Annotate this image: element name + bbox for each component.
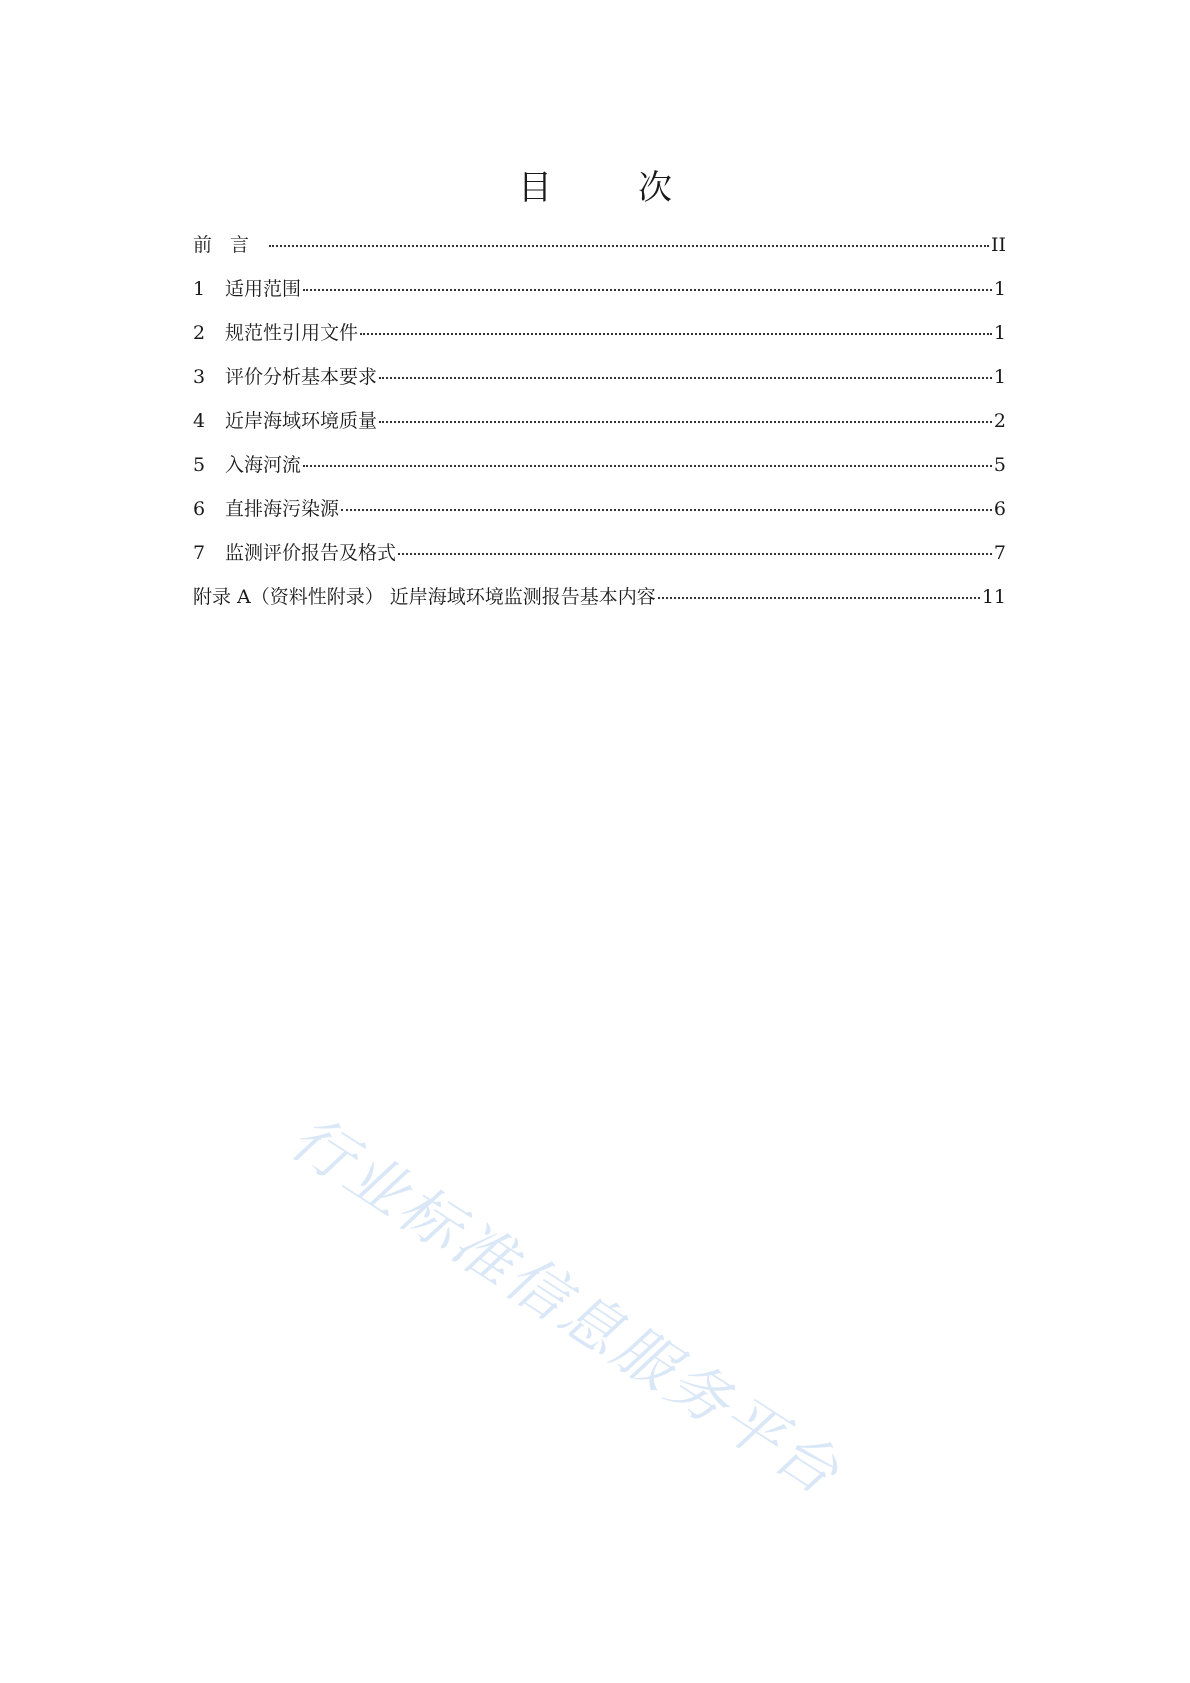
toc-entry-number: 5 xyxy=(193,454,206,476)
toc-entry-label: 近岸海域环境质量 xyxy=(225,410,378,432)
toc-entry-scope[interactable] xyxy=(193,276,1006,320)
toc-entry-label: 前言 xyxy=(193,234,268,256)
watermark: 行业标准信息服务平台 xyxy=(278,1102,854,1511)
toc-entry-appendix-a[interactable] xyxy=(193,584,1006,628)
toc-entry-label: 附录 A（资料性附录） 近岸海域环境监测报告基本内容 xyxy=(193,586,656,608)
page-title: 目 次 xyxy=(518,168,698,208)
toc-entry-label: 入海河流 xyxy=(225,454,302,476)
toc-entry-normative-references[interactable] xyxy=(193,320,1006,364)
toc-leader-dots xyxy=(303,288,992,291)
toc-entry-page: 7 xyxy=(993,542,1006,564)
toc-leader-dots xyxy=(398,552,992,555)
table-of-contents xyxy=(193,232,1006,628)
toc-leader-dots xyxy=(341,508,992,511)
toc-entry-report-format[interactable] xyxy=(193,540,1006,584)
toc-entry-label: 评价分析基本要求 xyxy=(225,366,378,388)
toc-entry-label: 直排海污染源 xyxy=(225,498,340,520)
toc-entry-label: 监测评价报告及格式 xyxy=(225,542,397,564)
toc-entry-number: 1 xyxy=(193,278,206,300)
toc-entry-basic-requirements[interactable] xyxy=(193,364,1006,408)
toc-leader-dots xyxy=(658,596,980,599)
toc-entry-page: 11 xyxy=(981,586,1006,608)
toc-leader-dots xyxy=(379,420,992,423)
toc-entry-number: 4 xyxy=(193,410,206,432)
toc-entry-page: II xyxy=(990,234,1006,256)
toc-entry-coastal-quality[interactable] xyxy=(193,408,1006,452)
toc-entry-label: 适用范围 xyxy=(225,278,302,300)
toc-entry-page: 1 xyxy=(993,366,1006,388)
toc-leader-dots xyxy=(269,244,989,247)
toc-entry-page: 1 xyxy=(993,278,1006,300)
toc-entry-page: 6 xyxy=(993,498,1006,520)
toc-leader-dots xyxy=(360,332,992,335)
toc-leader-dots xyxy=(379,376,992,379)
toc-entry-number: 7 xyxy=(193,542,206,564)
toc-entry-pollution-sources[interactable] xyxy=(193,496,1006,540)
toc-leader-dots xyxy=(303,464,992,467)
toc-entry-number: 6 xyxy=(193,498,206,520)
toc-entry-page: 5 xyxy=(993,454,1006,476)
toc-entry-number: 3 xyxy=(193,366,206,388)
toc-entry-foreword[interactable] xyxy=(193,232,1006,276)
toc-entry-number: 2 xyxy=(193,322,206,344)
toc-entry-rivers[interactable] xyxy=(193,452,1006,496)
toc-entry-label: 规范性引用文件 xyxy=(225,322,359,344)
toc-entry-page: 1 xyxy=(993,322,1006,344)
toc-entry-page: 2 xyxy=(993,410,1006,432)
